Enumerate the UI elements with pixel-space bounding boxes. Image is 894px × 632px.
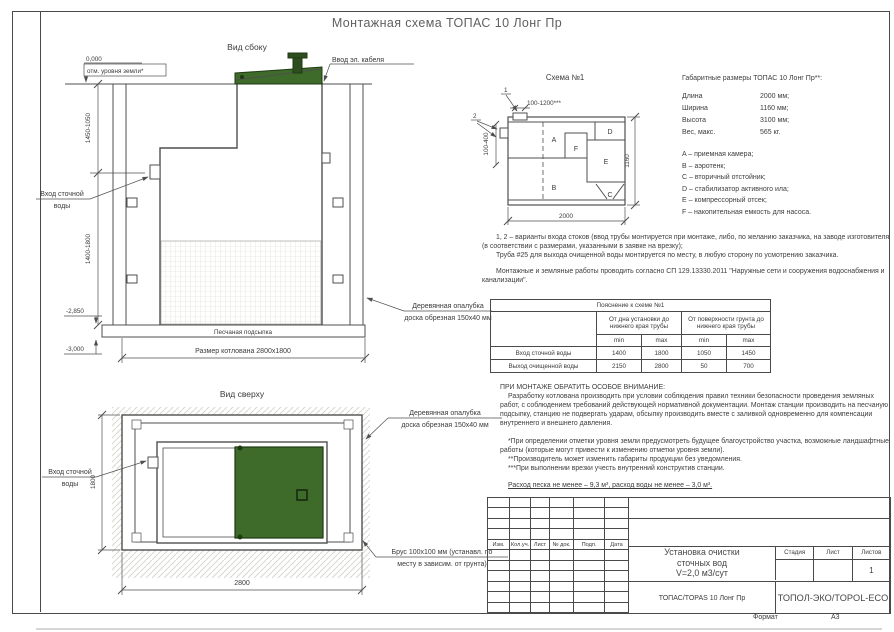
rev-header: Лист [531,539,550,549]
inlet-stub-plan [148,457,158,468]
project-line2: сточных вод [676,557,728,568]
plan-length-label: 2800 [234,580,250,587]
dim-right-label: 1160 [624,154,631,168]
formwork-plan-line1: Деревянная опалубка [409,410,481,417]
table-max-header: max [642,335,682,347]
stage-sheet-table [776,546,890,580]
sheets-value: 1 [869,566,874,575]
title-block [487,497,890,613]
title-block-right [628,497,891,614]
spec-row-weight [682,127,888,139]
cable-entry-callout [324,56,414,81]
attention-block [500,383,890,490]
row-value: 50 [682,360,727,373]
table-group2-header: От поверхности грунта до нижнего края трубы [682,312,771,335]
schema-title: Схема №1 [545,73,585,82]
inlet-label-line1: Вход сточной [40,191,84,198]
product-name: ТОПАС/TOPAS 10 Лонг Пр [629,581,776,614]
sand-bed-label: Песчаная подсыпка [214,329,272,336]
zero-elevation-label: 0,000 [86,56,102,63]
pit-dim-label: Размер котлована 2800x1800 [195,348,291,355]
rev-header: № док. [550,539,574,549]
attention-note-2: **Производитель может изменить габариты продукции без уведомления. [508,455,742,463]
row-label: Выход очищенной воды [491,360,597,373]
spec-label: Ширина [682,105,708,113]
dim-upper-label: 1450-1050 [85,112,92,144]
attention-heading: ПРИ МОНТАЖЕ ОБРАТИТЬ ОСОБОЕ ВНИМАНИЕ: [500,384,665,391]
row-value: 700 [727,360,771,373]
schema-dim-right [624,113,640,209]
table-group1-header: От дна установки до нижнего края трубы [597,312,682,335]
row-value: 1800 [642,347,682,360]
spec-row-length [682,91,888,103]
row-value: 1400 [597,347,642,360]
inlet-plan-line1: Вход сточной [48,469,92,476]
legend-item: B – аэротенк; [682,162,726,170]
marker-2-label: 2 [473,113,477,120]
legend-item: A – приемная камера; [682,151,754,159]
schema-dim-top [510,100,562,111]
rev-header: Дата [605,539,629,549]
dim-side-label: 100-400 [483,132,490,156]
vent-cap [288,53,307,58]
sheet-header: Лист [814,546,852,559]
project-line1: Установка очистки [664,547,740,558]
compartment-e: E [603,159,609,166]
scan-artifact [36,628,882,630]
sheet-value [814,560,852,581]
formwork-label-line1: Деревянная опалубка [412,303,484,310]
schema-dim-side [483,121,499,168]
row-value: 2800 [642,360,682,373]
formwork-callout-side [367,298,492,322]
revision-table [487,497,629,613]
dim-top-label: 100-1200*** [527,100,561,107]
note-pipe: Труба #25 для выхода очищенной воды монтируется по месту, в любую сторону по усмотрению заказчика. [496,252,839,260]
legend-item: F – накопительная емкость для насоса. [682,208,812,216]
side-view-title: Вид сбоку [227,42,267,52]
attention-body: Разработку котлована производить при условии соблюдения правил техники безопасности проведения земляных работ, с соблюдением требований действующей нормативной документации. Монтаж станции производить на песчаную подсыпку, станцию не подвергать ударам, обсыпку производить вместе с заливкой одновременно для компенсации внутреннего и внешнего давления. [500,393,889,428]
spec-value: 1160 мм; [760,105,789,113]
pit-size-dimension [118,338,369,363]
schema-marker-1 [501,87,517,111]
row-label: Вход сточной воды [491,347,597,360]
spec-label: Высота [682,117,707,125]
sheets-header: Листов [861,549,882,556]
schema-inlet-top [513,113,527,120]
table-min-header: min [597,335,642,347]
inlet-plan-line2: воды [61,481,79,488]
inlet-stub [150,165,160,179]
compartment-c: C [607,192,613,199]
row-value: 1450 [727,347,771,360]
top-view-title: Вид сверху [219,389,265,399]
ground-note-label: отм. уровня земли* [87,68,144,75]
format-label: Формат [753,614,778,621]
schema-inlet-side [500,128,508,138]
compartment-d: D [607,129,613,136]
table-title: Пояснение к схеме №1 [491,300,771,312]
station-tank [150,83,330,325]
schema-explanation-table [490,299,771,373]
specs-block [682,74,888,218]
revision-header-row [488,539,629,549]
attention-note-3: ***При выполнении врезки учесть внутренний конструктив станции. [508,464,725,472]
spec-value: 2000 мм; [760,93,790,101]
company-name: ТОПОЛ-ЭКО/TOPOL-ECO [776,581,890,614]
notes-block [482,233,890,286]
legend-item: C – вторичный отстойник; [682,174,766,182]
inlet-label-line2: воды [53,203,71,210]
rev-header: Кол.уч. [510,539,531,549]
dim-lower-label: 1400-1800 [85,233,92,265]
dim-bottom-label: 2000 [558,213,574,220]
station-plan [148,442,327,543]
format-value: А3 [831,614,840,621]
row-value: 2150 [597,360,642,373]
spec-row-width [682,103,888,115]
schema-drawing [470,72,660,237]
formwork-label-line2: доска обрезная 150x40 мм [404,315,492,322]
compartment-f: F [573,146,579,153]
formwork-callout-plan [366,409,502,439]
outlet-stub [322,153,330,163]
compartment-b: B [551,185,557,192]
rev-header: Подп. [574,539,605,549]
bottom-elevation-markers [64,308,102,354]
attention-note-1: *При определении отметки уровня земли предусмотреть будущее благоустройство участка, возможные ландшафтные работы (которые могут привести к изменению отметки уровня земли). [500,437,890,454]
stage-header: Стадия [776,546,814,559]
tank-water-hatch [161,241,321,324]
station-lid [235,53,322,84]
compartment-a: A [551,137,557,144]
row-value: 1050 [682,347,727,360]
stage-value [776,560,814,581]
note-sp: Монтажные и земляные работы проводить согласно СП 129.13330.2011 "Наружные сети и сооружения водоснабжения и канализации". [482,268,885,285]
zero-elevation-marker [84,56,166,82]
compartment-legend [682,149,888,218]
vent-pipe [293,58,302,73]
table-min-header: min [682,335,727,347]
project-line3: V=2,0 м3/сут [676,568,728,579]
spec-label: Длина [682,93,703,101]
marker-1-label: 1 [504,87,508,94]
spec-value: 3100 мм; [760,117,790,125]
legend-item: E – компрессорный отсек; [682,197,767,205]
beam-label-line2: месту в зависим. от грунта) [397,561,487,568]
legend-item: D – стабилизатор активного ила; [682,185,789,193]
pit-bottom [102,325,365,337]
schema-dim-bottom [504,207,629,225]
table-row [491,347,771,360]
spec-label: Вес, макс. [682,129,716,137]
project-name [629,546,776,580]
plan-width-label: 1800 [90,474,97,490]
rev-header: Изм. [488,539,510,549]
level-bottom-label: -2,850 [66,308,84,315]
level-sand-label: -3,000 [66,346,84,353]
lid-plan [235,447,323,538]
formwork-plan-line2: доска обрезная 150x40 мм [401,422,489,429]
table-corner-cell [491,312,597,347]
note-variants: 1, 2 – варианты входа стоков (ввод трубы монтируется при монтаже, либо, по желанию заказчика, на заводе изготовителя (в соответствии с размерами, указанными в заявке на врезку); [482,234,890,251]
top-view-drawing [20,380,520,630]
page-title: Монтажная схема ТОПАС 10 Лонг Пр [331,16,563,30]
spec-row-height [682,115,888,127]
table-max-header: max [727,335,771,347]
consumption-note: Расход песка не менее – 9,3 м³, расход воды не менее – 3,0 м³. [508,481,713,489]
beam-label-line1: Брус 100x100 мм (устанавл. по [391,549,493,556]
table-row [491,360,771,373]
spec-value: 565 кг. [760,129,781,137]
specs-heading: Габаритные размеры ТОПАС 10 Лонг Пр**: [682,75,823,82]
cable-entry-label: Ввод эл. кабеля [332,57,385,64]
